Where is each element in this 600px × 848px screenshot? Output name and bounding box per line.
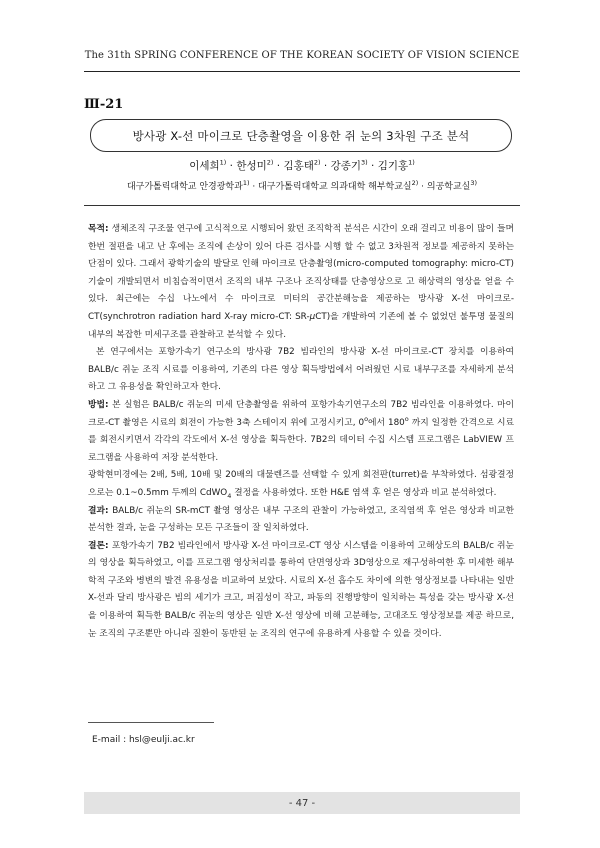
author-sup: 2) [266, 158, 274, 167]
methods-text-c: 까지 일정한 간격으로 시료를 회전시키면서 각각의 각도에서 X-선 영상을 획득한다. 7B2의 데이터 수집 시스템 프로그램은 LabVIEW 프로그램을 사용하여 저장 분석한다. [88, 417, 514, 463]
affiliation-sup: 3) [470, 179, 478, 187]
author-list: 이세희$^{1)}$ · 한성미$^{2)}$ · 김홍태$^{2)}$ · 강종기$^{3)}$ · 김기홍$^{1)}$ [189, 158, 415, 172]
author-sup: 1) [408, 158, 415, 167]
title-box [90, 119, 512, 152]
purpose-paragraph [88, 221, 514, 344]
purpose-text-end: CT)을 개발하여 기존에 볼 수 없었던 불투명 물질의 내부의 복잡한 미세구조를 관찰하고 분석할 수 있다. [88, 311, 515, 340]
author-name: 김홍태 [283, 160, 314, 172]
author-sup: 1) [219, 158, 227, 167]
author-sup: 2) [313, 158, 321, 167]
conclusion-paragraph [88, 538, 514, 644]
author-name: 이세희 [189, 160, 220, 172]
author-name: 한성미 [236, 160, 267, 172]
degree-sup: o [404, 414, 409, 423]
author-name: 강종기 [330, 160, 361, 172]
conference-header: The 31th SPRING CONFERENCE OF THE KOREAN SOCIETY OF VISION SCIENCE [84, 50, 520, 61]
affiliation: 대구가톨릭대학교 안경광학과 [126, 182, 243, 192]
paper-title: 방사광 X-선 마이크로 단층촬영을 이용한 쥐 눈의 3차원 구조 분석 [132, 128, 470, 143]
abstract-body [88, 221, 514, 643]
purpose-label: 목적 [88, 224, 105, 234]
conclusion-text: 포항가속기 7B2 빔라인에서 방사광 X-선 마이크로-CT 영상 시스템을 이용하여 고해상도의 BALB/c 쥐눈의 영상을 획득하였고, 이를 프로그램 영상처리를 통하여 단면영상과 3D영상으로 재구성하여한 후 미세한 해부학적 구조와 병변의 발견 유용성을 비교하여 보았다. 시료의 X-선 흡수도 차이에 의한 영상정보를 나타내는 일반 X-선과 달리 방사광은 빔의 세기가 크고, 퍼짐성이 작고, 파동의 진행방향이 일치하는 특성을 갖는 방사광 X-선을 이용하여 획득한 BALB/c 쥐눈의 영상은 일반 X-선 영상에 비해 고분해능, 고대조도 영상정보를 제공 하므로, 눈 조직의 구조뿐만 아니라 질환이 동반된 눈 조직의 연구에 유용하게 사용할 수 있을 것이다. [88, 540, 514, 639]
affiliation: 의공학교실 [426, 182, 471, 192]
methods-paragraph [88, 397, 514, 467]
author-name: 김기홍 [377, 160, 409, 172]
subscript-4: 4 [227, 491, 232, 500]
header-rule [84, 71, 520, 72]
conclusion-label: 결론 [88, 540, 105, 551]
page-number: - 47 - [288, 797, 316, 809]
results-label: 결과 [88, 505, 105, 516]
label-colon: : [105, 540, 112, 551]
section-id: Ⅲ-21 [84, 97, 124, 112]
methods-text-a: 본 실험은 BALB/c 쥐눈의 미세 단층촬영을 위하여 포항가속기연구소의 7B2 빔라인을 이용하였다. 마이크로-CT 촬영은 시료의 회전이 가능한 3축 스테이지 위에 고정시키고, 0 [88, 399, 514, 428]
section-rule [84, 205, 520, 206]
affiliation-list: 대구가톨릭대학교 안경광학과$^{1)}$ · 대구가톨릭대학교 의과대학 해부학교실$^{2)}$ · 의공학교실$^{3)}$ [126, 179, 478, 192]
mu-symbol: μ [309, 311, 316, 322]
footnote-rule [88, 722, 214, 723]
affiliation: 대구가톨릭대학교 의과대학 해부학교실 [258, 182, 412, 192]
label-colon: : [105, 224, 112, 234]
degree-sup: o [364, 414, 369, 423]
page-footer [84, 792, 520, 814]
footnote-email: E-mail : hsl@eulji.ac.kr [92, 735, 195, 745]
affiliation-sup: 1) [242, 179, 250, 187]
methods-label: 방법 [88, 399, 105, 410]
purpose-paragraph-2: 본 연구에서는 포항가속기 연구소의 방사광 7B2 빔라인의 방사광 X-선 마이크로-CT 장치를 이용하여 BALB/c 쥐눈 조직 시료를 이용하여, 기존의 다른 영상 획득방법에서 어려웠던 시료 내부구조를 자세하게 분석하고 그 유용성을 확인하고자 한다. [88, 347, 514, 393]
results-paragraph [88, 503, 514, 538]
results-text: BALB/c 쥐눈의 SR-mCT 촬영 영상은 내부 구조의 관찰이 가능하였고, 조직염색 후 얻은 영상과 비교한 분석한 결과, 눈을 구성하는 모든 구조들이 잘 일치하였다. [88, 505, 514, 534]
label-colon: : [105, 505, 113, 516]
methods-paragraph-2 [88, 467, 514, 502]
methods-text-b: 에서 180 [368, 417, 405, 428]
author-sup: 3) [361, 158, 368, 167]
purpose-text: 생체조직 구조물 연구에 고식적으로 시행되어 왔던 조직학적 분석은 시간이 오래 걸리고 비용이 많이 들며 한번 절편을 내고 난 후에는 조직에 손상이 있어 다른 검사를 시행 할 수 없고 3차원적 정보를 제공하지 못하는 단점이 있다. 그래서 광학기술의 발달로 인해 마이크로 단층촬영(micro-computed tomography: micro-CT)기술이 개발되면서 비침습적이면서 조직의 내부 구조나 조직상태를 단층영상으로 고 해상력의 영상을 얻을 수 있다. 최근에는 수십 나노에서 수 마이크로 미터의 공간분해능을 제공하는 방사광 X-선 마이크로-CT(synchrotron radiation hard X-ray micro-CT: SR- [88, 224, 514, 322]
label-colon: : [105, 399, 113, 410]
methods-text-e: 결정을 사용하였다. 또한 H&E 염색 후 얻은 영상과 비교 분석하였다. [231, 487, 497, 498]
affiliation-sup: 2) [411, 179, 419, 187]
methods-text-d: 광학현미경에는 2배, 5배, 10배 및 20배의 대물렌즈를 선택할 수 있게 회전판(turret)을 부착하였다. 섬광결정으로는 0.1~0.5mm 두께의 CdWO [88, 470, 514, 498]
